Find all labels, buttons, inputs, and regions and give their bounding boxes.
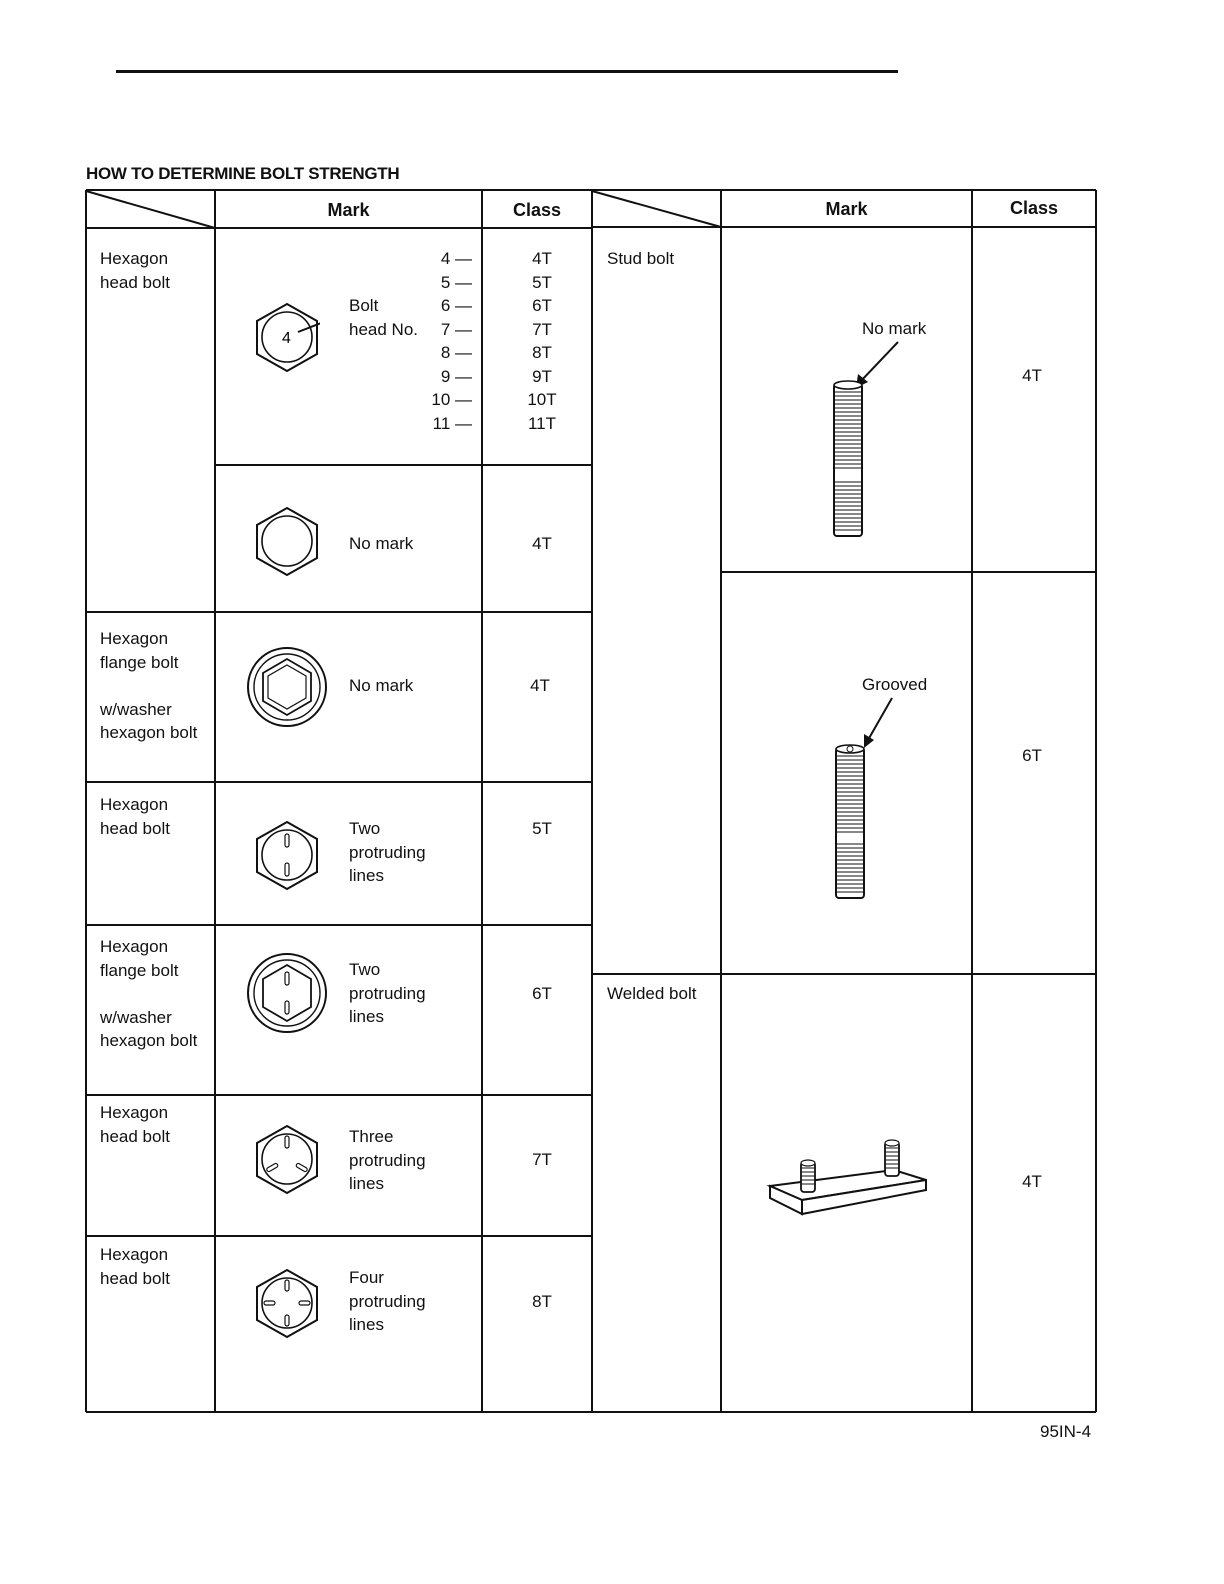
grooved-callout: Grooved <box>862 675 928 694</box>
row7-class: 8T <box>532 1292 552 1311</box>
no-mark-callout: No mark <box>862 319 927 338</box>
row4-type: Hexagon head bolt <box>100 795 170 838</box>
row2-mark: No mark <box>349 534 414 553</box>
svg-text:4: 4 <box>282 330 291 347</box>
stud-bolt-class: 4T <box>1022 366 1042 385</box>
grooved-stud-bolt-icon <box>822 694 912 904</box>
row3-type: Hexagon flange bolt w/washer hexagon bolt <box>100 629 198 742</box>
hex-three-lines-icon <box>254 1124 320 1194</box>
welded-bolt-icon <box>764 1134 934 1226</box>
row6-type: Hexagon head bolt <box>100 1103 170 1146</box>
welded-bolt-class: 4T <box>1022 1172 1042 1191</box>
hex-head-plain-icon <box>254 506 320 576</box>
row5-class: 6T <box>532 984 552 1003</box>
row6-class: 7T <box>532 1150 552 1169</box>
welded-bolt-label: Welded bolt <box>607 984 697 1003</box>
row6-mark: Three protruding lines <box>349 1127 426 1193</box>
left-mark-header: Mark <box>327 200 370 220</box>
figure-id: 95IN-4 <box>1040 1422 1092 1441</box>
row3-mark: No mark <box>349 676 414 695</box>
hex-head-numbered-icon <box>254 302 320 372</box>
row4-class: 5T <box>532 819 552 838</box>
bolt-head-no-label: Bolt head No. <box>349 296 418 339</box>
row7-mark: Four protruding lines <box>349 1268 426 1334</box>
row1-type: Hexagon head bolt <box>100 249 170 292</box>
row2-class: 4T <box>532 534 552 553</box>
row5-mark: Two protruding lines <box>349 960 426 1026</box>
flange-two-lines-icon <box>246 952 328 1034</box>
row3-class: 4T <box>530 676 550 695</box>
left-class-header: Class <box>512 200 562 220</box>
row4-mark: Two protruding lines <box>349 819 426 885</box>
page-title: HOW TO DETERMINE BOLT STRENGTH <box>86 164 400 183</box>
right-mark-header: Mark <box>825 199 868 219</box>
right-class-header: Class <box>1009 198 1059 218</box>
hex-two-lines-icon <box>254 820 320 890</box>
stud-bolt-label: Stud bolt <box>607 249 675 268</box>
row5-type: Hexagon flange bolt w/washer hexagon bolt <box>100 937 198 1050</box>
hex-four-lines-icon <box>254 1268 320 1338</box>
flange-bolt-plain-icon <box>246 646 328 728</box>
stud-bolt-icon <box>820 338 910 543</box>
head-number-list: 4 — 5 — 6 — 7 — 8 — 9 — 10 — 11 — <box>431 249 472 433</box>
row7-type: Hexagon head bolt <box>100 1245 170 1288</box>
class-list: 4T 5T 6T 7T 8T 9T 10T 11T <box>527 249 557 433</box>
grooved-stud-class: 6T <box>1022 746 1042 765</box>
